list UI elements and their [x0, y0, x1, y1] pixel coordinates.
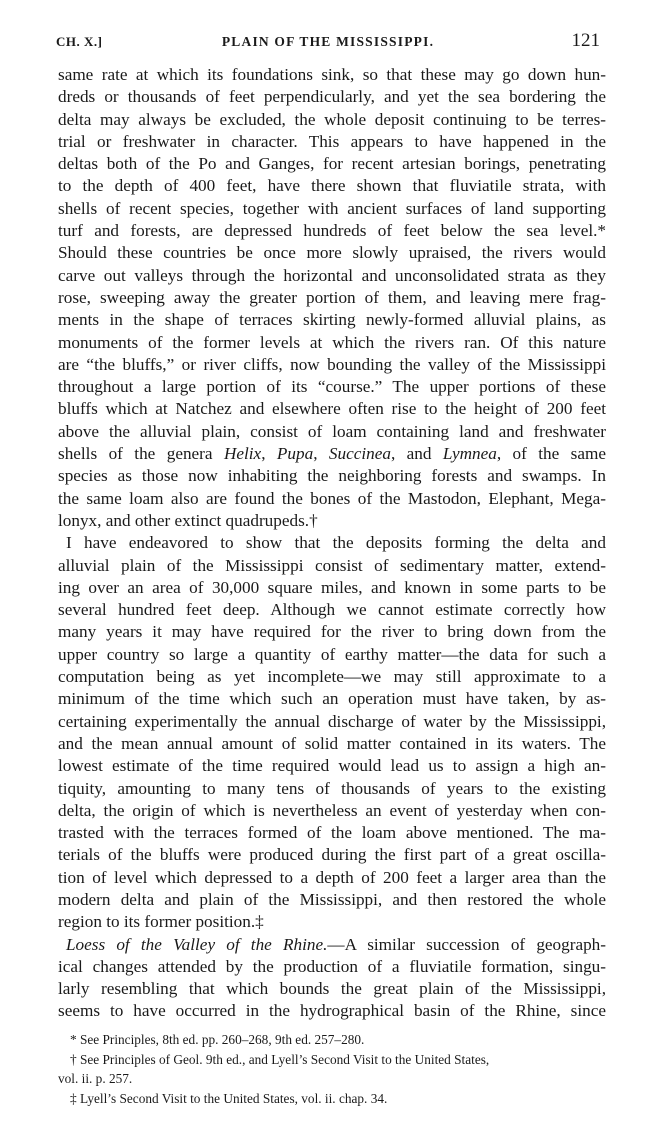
text-line: same rate at which its foundations sink, so that these may go down hun-: [58, 65, 606, 84]
text-line: bluffs which at Natchez and elsewhere often rise to the height of 200 feet: [58, 399, 606, 419]
text-line: larly resembling that which bounds the great plain of the Mississippi,: [58, 979, 606, 999]
text-line: Loess of the Valley of the Rhine.—A similar succession of geograph-: [66, 934, 606, 954]
text-line: to the depth of 400 feet, have there shown that fluviatile strata, with: [58, 176, 606, 196]
text-line: Should these countries be once more slowly upraised, the rivers would: [58, 243, 606, 263]
text-line: shells of recent species, together with ancient surfaces of land supporting: [58, 198, 606, 218]
running-header: [56, 32, 600, 58]
footnotes: [58, 1030, 606, 1108]
text-line: certaining experimentally the annual discharge of water by the Mississippi,: [58, 711, 606, 731]
text-line: are “the bluffs,” or river cliffs, now bounding the valley of the Mississippi: [58, 354, 606, 374]
text-line: trasted with the terraces formed of the loam above mentioned. The ma-: [58, 823, 606, 843]
text-line: dreds or thousands of feet perpendicularly, and yet the sea bordering the: [58, 87, 606, 107]
text-line: rose, sweeping away the greater portion of them, and leaving mere frag-: [58, 287, 606, 307]
footnote-line: ‡ Lyell’s Second Visit to the United States, vol. ii. chap. 34.: [70, 1090, 388, 1106]
text-line: species as those now inhabiting the neighboring forests and swamps. In: [58, 466, 606, 486]
text-line: carve out valleys through the horizontal and unconsolidated strata as they: [58, 265, 606, 285]
text-line: lowest estimate of the time required would lead us to assign a high an-: [58, 756, 606, 776]
text-line: and the mean annual amount of solid matter contained in its waters. The: [58, 733, 606, 753]
text-line: turf and forests, are depressed hundreds of feet below the sea level.*: [58, 221, 606, 241]
text-line: above the alluvial plain, consist of loam containing land and freshwater: [58, 421, 606, 441]
text-line: terials of the bluffs were produced during the first part of a great oscilla-: [58, 845, 606, 865]
text-line: upper country so large a quantity of earthy matter—the data for such a: [58, 644, 606, 664]
text-line: minimum of the time which such an operation must have taken, by as-: [58, 689, 606, 709]
text-line: the same loam also are found the bones of the Mastodon, Elephant, Mega-: [58, 488, 606, 508]
text-line: modern delta and plain of the Mississippi, and then restored the whole: [58, 889, 606, 909]
footnote-line: * See Principles, 8th ed. pp. 260–268, 9th ed. 257–280.: [70, 1032, 365, 1047]
text-line: computation being as yet incomplete—we may still approximate to a: [58, 667, 606, 687]
text-line: monuments of the former levels at which the rivers ran. Of this nature: [58, 332, 606, 352]
text-line: alluvial plain of the Mississippi consist of sedimentary matter, extend-: [58, 555, 606, 575]
text-line: lonyx, and other extinct quadrupeds.†: [58, 510, 318, 530]
running-title: PLAIN OF THE MISSISSIPPI.: [221, 34, 435, 49]
text-line: seems to have occurred in the hydrographical basin of the Rhine, since: [58, 1001, 606, 1021]
text-line: ical changes attended by the production of a fluviatile formation, singu-: [58, 956, 606, 976]
chapter-reference: CH. X.]: [56, 34, 103, 49]
text-line: delta may always be excluded, the whole deposit continuing to be terres-: [58, 109, 606, 129]
text-line: I have endeavored to show that the deposits forming the delta and: [66, 533, 606, 553]
text-line: throughout a large portion of its “course.” The upper portions of these: [58, 377, 606, 397]
text-line: ing over an area of 30,000 square miles, and known in some parts to be: [58, 577, 606, 597]
footnote-line: vol. ii. p. 257.: [58, 1071, 133, 1086]
text-line: delta, the origin of which is nevertheless an event of yesterday when con-: [58, 800, 606, 820]
text-line: deltas both of the Po and Ganges, for recent artesian borings, penetrating: [58, 154, 606, 174]
text-line: tiquity, amounting to many tens of thousands of years to the existing: [58, 778, 606, 798]
text-line: several hundred feet deep. Although we cannot estimate correctly how: [58, 600, 606, 620]
page-number: 121: [571, 30, 600, 51]
text-line: trial or freshwater in character. This appears to have happened in the: [58, 131, 606, 151]
text-line: ments in the shape of terraces skirting newly-formed alluvial plains, as: [58, 310, 606, 330]
text-line: many years it may have required for the river to bring down from the: [58, 622, 606, 642]
text-line: region to its former position.‡: [58, 912, 264, 932]
text-line: shells of the genera Helix, Pupa, Succinea, and Lymnea, of the same: [58, 444, 606, 464]
footnote-line: † See Principles of Geol. 9th ed., and Lyell’s Second Visit to the United States,: [70, 1051, 490, 1067]
body-text: [58, 64, 606, 1023]
text-line: tion of level which depressed to a depth of 200 feet a larger area than the: [58, 867, 606, 887]
